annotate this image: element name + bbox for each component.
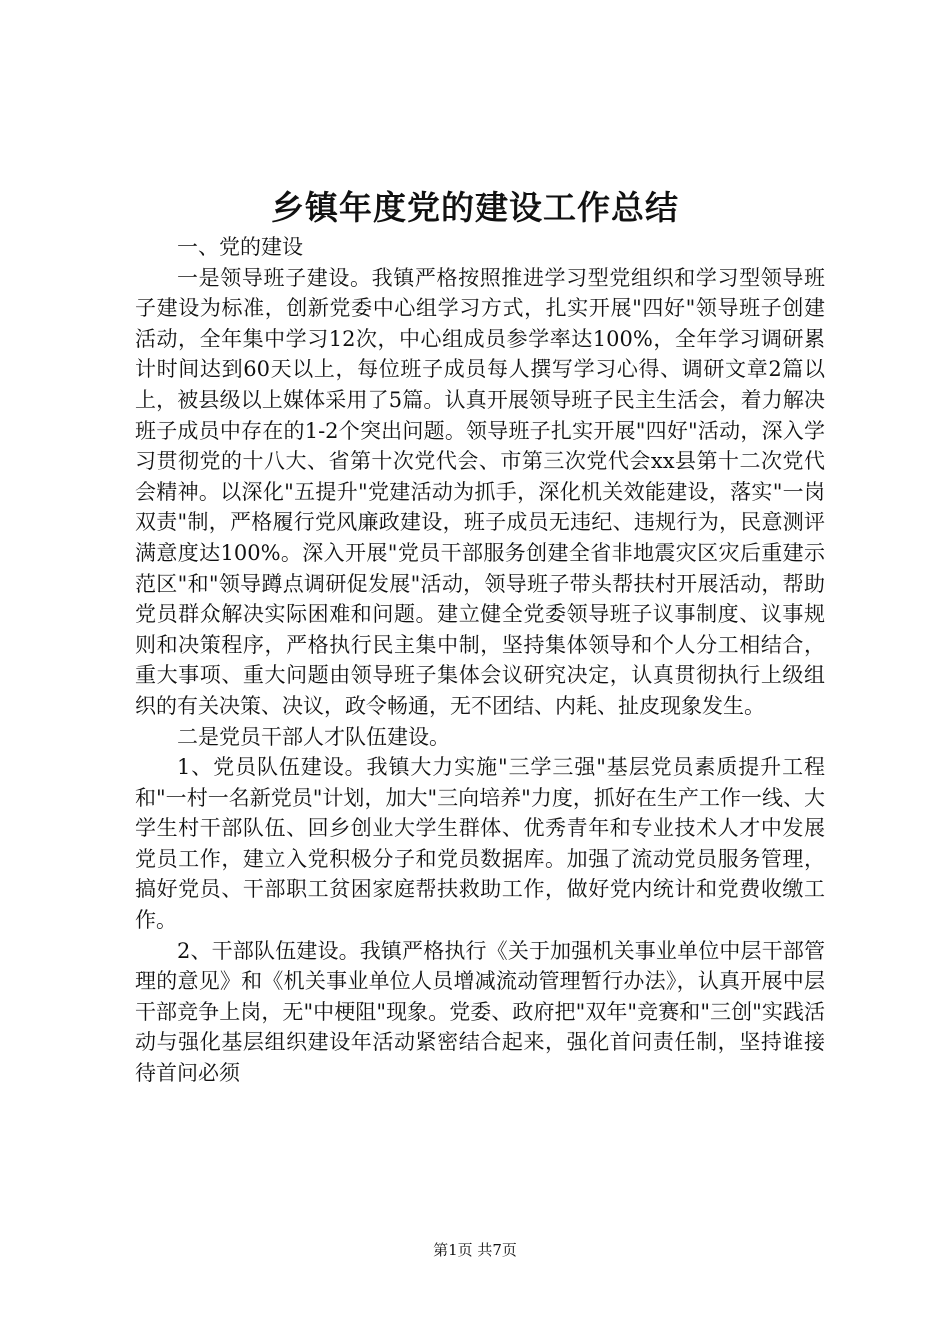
paragraph-cadre-team: 2、干部队伍建设。我镇严格执行《关于加强机关事业单位中层干部管理的意见》和《机关事业单位人员增减流动管理暂行办法》，认真开展中层干部竞争上岗，无"中梗阻"现象。党委、政府把"双年"竞赛和"三创"实践活动与强化基层组织建设年活动紧密结合起来，强化首问责任制，坚持谁接待首问必须 [135,938,825,1086]
section-heading: 一、党的建设 [177,235,303,259]
paragraph-party-members: 1、党员队伍建设。我镇大力实施"三学三强"基层党员素质提升工程和"一村一名新党员"计划，加大"三向培养"力度，抓好在生产工作一线、大学生村干部队伍、回乡创业大学生群体、优秀青年和专业技术人才中发展党员工作，建立入党积极分子和党员数据库。加强了流动党员服务管理，搞好党员、干部职工贫困家庭帮扶救助工作，做好党内统计和党费收缴工作。 [135,755,825,933]
document-body [135,232,825,1089]
paragraph-heading-cadre: 二是党员干部人才队伍建设。 [177,724,450,749]
page-number-footer: 第1页 共7页 [433,1241,517,1259]
paragraph-leadership: 一是领导班子建设。我镇严格按照推进学习型党组织和学习型领导班子建设为标准，创新党委中心组学习方式，扎实开展"四好"领导班子创建活动，全年集中学习12次，中心组成员参学率达100%，全年学习调研累计时间达到60天以上，每位班子成员每人撰写学习心得、调研文章2篇以上，被县级以上媒体采用了5篇。认真开展领导班子民主生活会，着力解决班子成员中存在的1-2个突出问题。领导班子扎实开展"四好"活动，深入学习贯彻党的十八大、省第十次党代会、市第三次党代会xx县第十二次党代会精神。以深化"五提升"党建活动为抓手，深化机关效能建设，落实"一岗双责"制，严格履行党风廉政建设，班子成员无违纪、违规行为，民意测评满意度达100%。深入开展"党员干部服务创建全省非地震灾区灾后重建示范区"和"领导蹲点调研促发展"活动，领导班子带头帮扶村开展活动，帮助党员群众解决实际困难和问题。建立健全党委领导班子议事制度、议事规则和决策程序，严格执行民主集中制，坚持集体领导和个人分工相结合，重大事项、重大问题由领导班子集体会议研究决定，认真贯彻执行上级组织的有关决策、决议，政令畅通，无不团结、内耗、扯皮现象发生。 [135,265,825,718]
document-title: 乡镇年度党的建设工作总结 [271,188,679,227]
